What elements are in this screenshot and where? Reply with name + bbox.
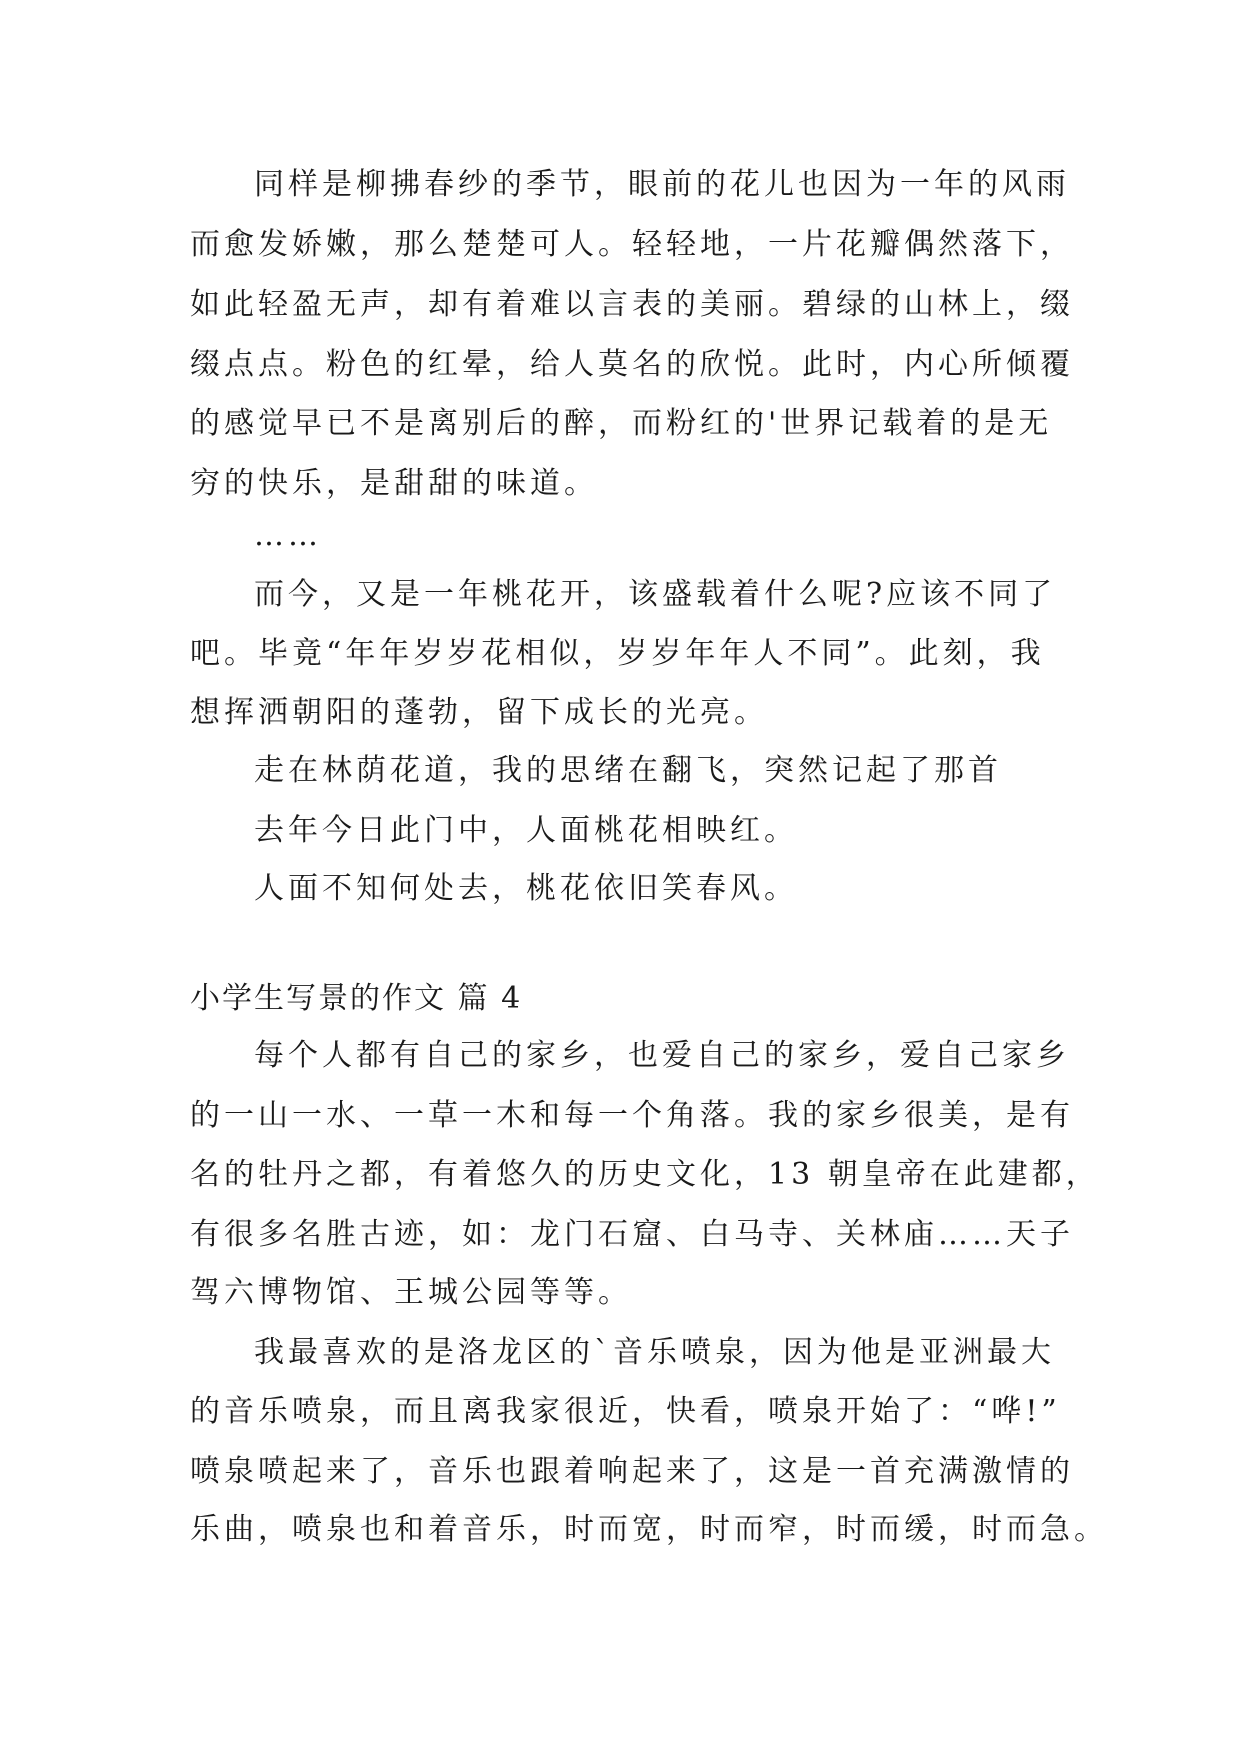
paragraph-line: 缀点点。粉色的红晕，给人莫名的欣悦。此时，内心所倾覆 xyxy=(190,347,1074,382)
paragraph-line: 而今，又是一年桃花开，该盛载着什么呢?应该不同了 xyxy=(254,577,1057,612)
paragraph-line: 的一山一水、一草一木和每一个角落。我的家乡很美，是有 xyxy=(190,1098,1074,1133)
paragraph-line: 想挥洒朝阳的蓬勃，留下成长的光亮。 xyxy=(190,695,768,730)
paragraph-line: 走在林荫花道，我的思绪在翻飞，突然记起了那首 xyxy=(254,753,1002,788)
paragraph-line: 的音乐喷泉，而且离我家很近，快看，喷泉开始了：“哗!” xyxy=(190,1394,1061,1429)
paragraph-line: 名的牡丹之都，有着悠久的历史文化，13 朝皇帝在此建都， xyxy=(190,1157,1100,1192)
paragraph-line: 喷泉喷起来了，音乐也跟着响起来了，这是一首充满激情的 xyxy=(190,1454,1074,1489)
paragraph-line: 我最喜欢的是洛龙区的`音乐喷泉，因为他是亚洲最大 xyxy=(254,1335,1055,1370)
paragraph-line: 驾六博物馆、王城公园等等。 xyxy=(190,1275,632,1310)
poem-line: 人面不知何处去，桃花依旧笑春风。 xyxy=(254,871,798,906)
poem-line: 去年今日此门中，人面桃花相映红。 xyxy=(254,813,798,848)
section-heading: 小学生写景的作文 篇 4 xyxy=(190,981,523,1016)
ellipsis: …… xyxy=(254,518,322,553)
paragraph-line: 乐曲，喷泉也和着音乐，时而宽，时而窄，时而缓，时而急。 xyxy=(190,1512,1108,1547)
paragraph-line: 如此轻盈无声，却有着难以言表的美丽。碧绿的山林上，缀 xyxy=(190,287,1074,322)
paragraph-line: 而愈发娇嫩，那么楚楚可人。轻轻地，一片花瓣偶然落下， xyxy=(190,227,1074,262)
paragraph-line: 吧。毕竟“年年岁岁花相似，岁岁年年人不同”。此刻，我 xyxy=(190,636,1045,671)
paragraph-line: 穷的快乐，是甜甜的味道。 xyxy=(190,466,598,501)
paragraph-line: 的感觉早已不是离别后的醉，而粉红的'世界记载着的是无 xyxy=(190,406,1053,441)
paragraph-line: 每个人都有自己的家乡，也爱自己的家乡，爱自己家乡 xyxy=(254,1038,1070,1073)
paragraph-line: 有很多名胜古迹，如：龙门石窟、白马寺、关林庙……天子 xyxy=(190,1217,1074,1252)
paragraph-line: 同样是柳拂春纱的季节，眼前的花儿也因为一年的风雨 xyxy=(254,167,1070,202)
